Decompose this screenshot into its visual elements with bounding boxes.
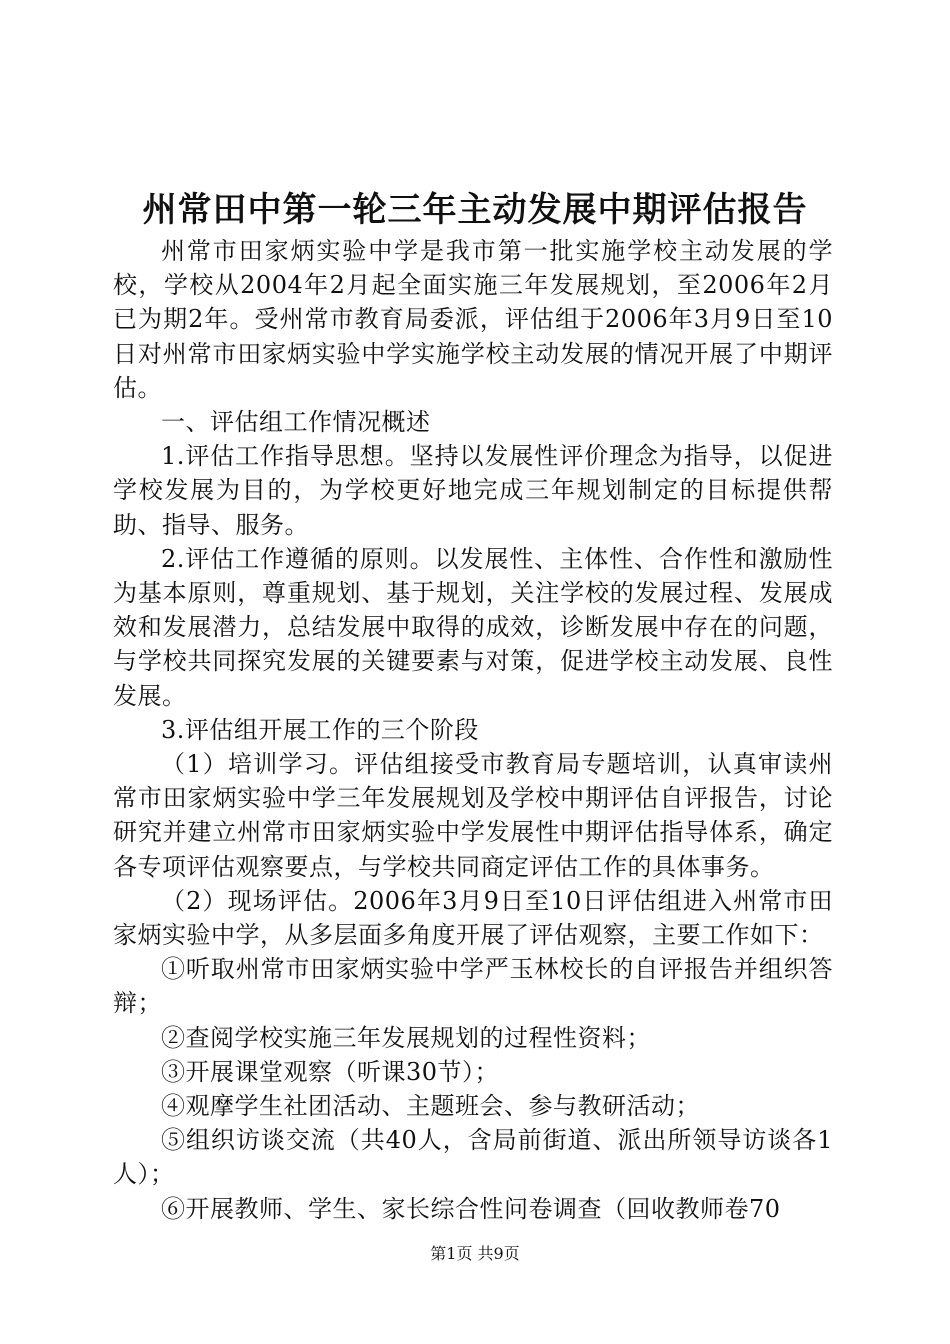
paragraph-guiding-principle: 1.评估工作指导思想。坚持以发展性评价理念为指导，以促进学校发展为目的，为学校更好地完成三年规划制定的目标提供帮助、指导、服务。 <box>113 442 833 539</box>
list-item: ②查阅学校实施三年发展规划的过程性资料； <box>161 1023 651 1052</box>
paragraph-stages-heading: 3.评估组开展工作的三个阶段 <box>161 715 479 744</box>
section-heading: 一、评估组工作情况概述 <box>161 408 431 437</box>
paragraph-training: （1）培训学习。评估组接受市教育局专题培训，认真审读州常市田家炳实验中学三年发展规划及学校中期评估自评报告，讨论研究并建立州常市田家炳实验中学发展性中期评估指导体系，确定各专项评估观察要点，与学校共同商定评估工作的具体事务。 <box>113 750 833 881</box>
list-item: ④观摩学生社团活动、主题班会、参与教研活动； <box>161 1092 700 1121</box>
page-footer: 第1页 共9页 <box>430 1244 520 1263</box>
document-title: 州常田中第一轮三年主动发展中期评估报告 <box>142 190 808 230</box>
document-body <box>113 234 833 1226</box>
list-item: ①听取州常市田家炳实验中学严玉林校长的自评报告并组织答辩； <box>113 955 833 1018</box>
list-item: ⑥开展教师、学生、家长综合性问卷调查（回收教师卷70 <box>161 1194 781 1223</box>
paragraph-onsite-evaluation: （2）现场评估。2006年3月9日至10日评估组进入州常市田家炳实验中学，从多层面多角度开展了评估观察，主要工作如下： <box>113 886 833 950</box>
list-item: ⑤组织访谈交流（共40人，含局前街道、派出所领导访谈各1人）； <box>113 1126 833 1189</box>
list-item: ③开展课堂观察（听课30节）； <box>161 1057 500 1086</box>
intro-paragraph: 州常市田家炳实验中学是我市第一批实施学校主动发展的学校，学校从2004年2月起全面实施三年发展规划，至2006年2月已为期2年。受州常市教育局委派，评估组于2006年3月9日至10日对州常市田家炳实验中学实施学校主动发展的情况开展了中期评估。 <box>113 237 833 402</box>
paragraph-principles: 2.评估工作遵循的原则。以发展性、主体性、合作性和激励性为基本原则，尊重规划、基于规划，关注学校的发展过程、发展成效和发展潜力，总结发展中取得的成效，诊断发展中存在的问题，与学校共同探究发展的关键要素与对策，促进学校主动发展、良性发展。 <box>113 544 833 710</box>
